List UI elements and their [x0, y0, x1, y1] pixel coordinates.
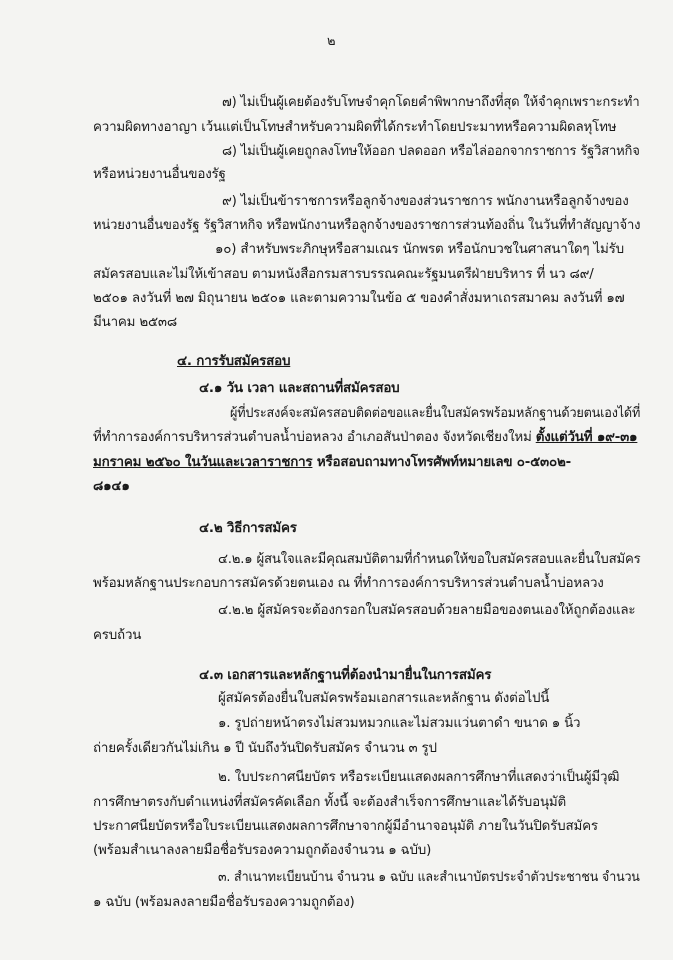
- document-2-line-3: ประกาศนียบัตรหรือใบระเบียนแสดงผลการศึกษาจากผู้มีอำนาจอนุมัติ ภายในวันปิดรับสมัคร: [93, 819, 598, 834]
- qualification-10-line-1: ๑๐) สำหรับพระภิกษุหรือสามเณร นักพรต หรือนักบวชในศาสนาใดๆ ไม่รับ: [215, 242, 624, 257]
- qualification-10-line-4: มีนาคม ๒๕๓๘: [93, 315, 177, 330]
- section-4-2-2-line-2: ครบถ้วน: [93, 628, 142, 643]
- document-3-line-2: ๑ ฉบับ (พร้อมลงลายมือชื่อรับรองความถูกต้อง): [93, 895, 355, 910]
- document-2-line-2: การศึกษาตรงกับตำแหน่งที่สมัครคัดเลือก ทั้งนี้ จะต้องสำเร็จการศึกษาและได้รับอนุมัติ: [93, 795, 567, 810]
- qualification-7-line-2: ความผิดทางอาญา เว้นแต่เป็นโทษสำหรับความผิดที่ได้กระทำโดยประมาทหรือความผิดลหุโทษ: [93, 120, 617, 135]
- qualification-8-line-1: ๘) ไม่เป็นผู้เคยถูกลงโทษให้ออก ปลดออก หรือไล่ออกจากราชการ รัฐวิสาหกิจ: [222, 144, 640, 159]
- section-4-3-heading: ๔.๓ เอกสารและหลักฐานที่ต้องนำมายื่นในการสมัคร: [199, 668, 492, 683]
- qualification-8-line-2: หรือหน่วยงานอื่นของรัฐ: [93, 167, 226, 182]
- section-4-1-para-line-4: ๘๑๔๑: [93, 479, 130, 494]
- qualification-7-line-1: ๗) ไม่เป็นผู้เคยต้องรับโทษจำคุกโดยคำพิพากษาถึงที่สุด ให้จำคุกเพราะกระทำ: [222, 95, 640, 110]
- section-4-1-office-text: ที่ทำการองค์การบริหารส่วนตำบลน้ำบ่อหลวง อำเภอสันป่าตอง จังหวัดเชียงใหม่: [93, 430, 536, 445]
- section-4-1-phone-text: หรือสอบถามทางโทรศัพท์หมายเลข ๐-๕๓๐๒-: [312, 455, 571, 470]
- section-4-1-date-continued: มกราคม ๒๕๖๐ ในวันและเวลาราชการ: [93, 455, 313, 470]
- qualification-9-line-1: ๙) ไม่เป็นข้าราชการหรือลูกจ้างของส่วนราชการ พนักงานหรือลูกจ้างของ: [222, 194, 629, 209]
- qualification-10-line-2: สมัครสอบและไม่ให้เข้าสอบ ตามหนังสือกรมสารบรรณคณะรัฐมนตรีฝ่ายบริหาร ที่ นว ๘๙/: [93, 267, 594, 282]
- section-4-2-2-line-1: ๔.๒.๒ ผู้สมัครจะต้องกรอกใบสมัครสอบด้วยลายมือของตนเองให้ถูกต้องและ: [218, 603, 636, 618]
- section-4-1-heading: ๔.๑ วัน เวลา และสถานที่สมัครสอบ: [199, 381, 400, 396]
- section-4-1-para-line-2: [93, 429, 637, 447]
- document-1-line-1: ๑. รูปถ่ายหน้าตรงไม่สวมหมวกและไม่สวมแว่นตาดำ ขนาด ๑ นิ้ว: [218, 716, 581, 731]
- document-3-line-1: ๓. สำเนาทะเบียนบ้าน จำนวน ๑ ฉบับ และสำเนาบัตรประจำตัวประชาชน จำนวน: [218, 870, 640, 885]
- section-4-3-intro: ผู้สมัครต้องยื่นใบสมัครพร้อมเอกสารและหลักฐาน ดังต่อไปนี้: [218, 691, 550, 706]
- document-2-line-4: (พร้อมสำเนาลงลายมือชื่อรับรองความถูกต้องจำนวน ๑ ฉบับ): [93, 843, 432, 858]
- page-number: ๒: [327, 34, 336, 49]
- qualification-10-line-3: ๒๕๐๑ ลงวันที่ ๒๗ มิถุนายน ๒๕๐๑ และตามความในข้อ ๕ ของคำสั่งมหาเถรสมาคม ลงวันที่ ๑๗: [93, 291, 625, 306]
- qualification-9-line-2: หน่วยงานอื่นของรัฐ รัฐวิสาหกิจ หรือพนักงานหรือลูกจ้างของราชการส่วนท้องถิ่น ในวันที่ทำสัญญาจ้าง: [93, 218, 641, 233]
- section-4-2-heading: ๔.๒ วิธีการสมัคร: [199, 521, 297, 536]
- section-4-1-para-line-3: [93, 454, 571, 472]
- section-4-1-para-line-1: ผู้ที่ประสงค์จะสมัครสอบติดต่อขอและยื่นใบสมัครพร้อมหลักฐานด้วยตนเองได้ที่: [230, 406, 641, 421]
- document-2-line-1: ๒. ใบประกาศนียบัตร หรือระเบียนแสดงผลการศึกษาที่แสดงว่าเป็นผู้มีวุฒิ: [218, 770, 620, 785]
- section-4-heading: ๔. การรับสมัครสอบ: [177, 354, 291, 369]
- section-4-2-1-line-1: ๔.๒.๑ ผู้สนใจและมีคุณสมบัติตามที่กำหนดให้ขอใบสมัครสอบและยื่นใบสมัคร: [218, 552, 641, 567]
- document-1-line-2: ถ่ายครั้งเดียวกันไม่เกิน ๑ ปี นับถึงวันปิดรับสมัคร จำนวน ๓ รูป: [93, 741, 437, 756]
- section-4-2-1-line-2: พร้อมหลักฐานประกอบการสมัครด้วยตนเอง ณ ที่ทำการองค์การบริหารส่วนตำบลน้ำบ่อหลวง: [93, 576, 604, 591]
- section-4-1-date-text: ตั้งแต่วันที่ ๑๙-๓๑: [535, 430, 638, 445]
